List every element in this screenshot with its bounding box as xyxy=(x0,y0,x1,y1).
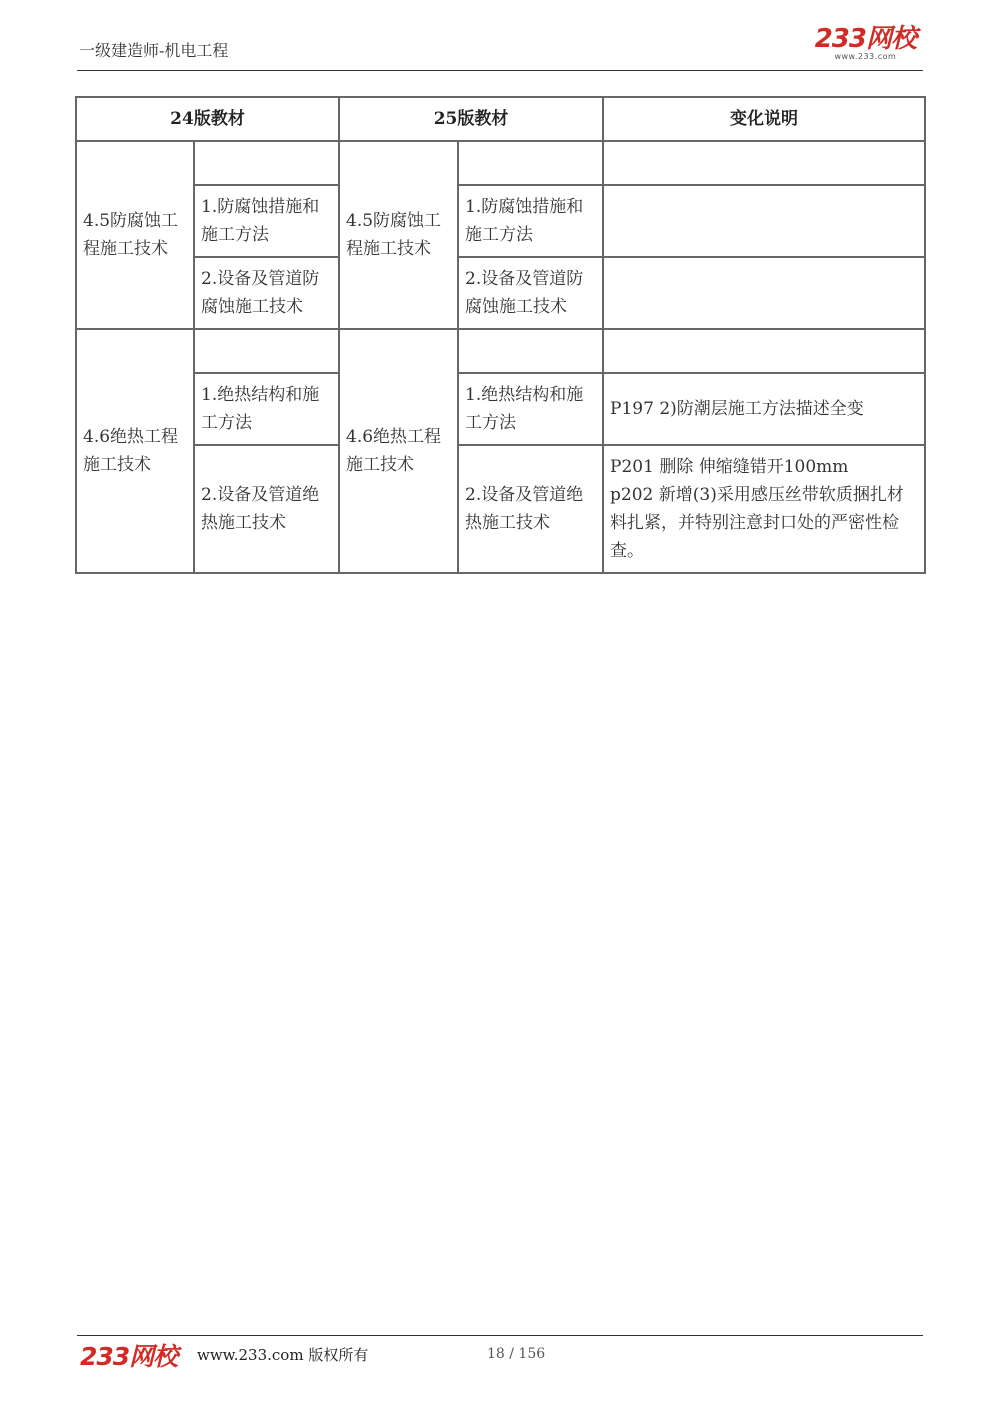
table-row xyxy=(76,185,925,257)
comparison-table xyxy=(75,96,926,574)
old-item-cell: 2.设备及管道防腐蚀施工技术 xyxy=(194,257,339,329)
empty-cell xyxy=(458,141,603,185)
old-item-cell: 2.设备及管道绝热施工技术 xyxy=(194,445,339,573)
empty-cell xyxy=(458,329,603,373)
table-row xyxy=(76,373,925,445)
logo-text: 233网校 xyxy=(814,24,916,54)
empty-cell xyxy=(194,329,339,373)
change-note-line: p202 新增(3)采用感压丝带软质捆扎材料扎紧，并特别注意封口处的严密性检查。 xyxy=(610,485,904,561)
header-24-edition: 24版教材 xyxy=(76,97,339,141)
change-note-cell: P197 2)防潮层施工方法描述全变 xyxy=(603,373,925,445)
header-25-edition: 25版教材 xyxy=(339,97,603,141)
empty-cell xyxy=(603,329,925,373)
table-header-row xyxy=(76,97,925,141)
footer-logo: 233网校 xyxy=(80,1342,178,1371)
header-divider xyxy=(77,70,923,71)
new-item-cell: 1.绝热结构和施工方法 xyxy=(458,373,603,445)
table-row xyxy=(76,445,925,573)
new-item-cell: 1.防腐蚀措施和施工方法 xyxy=(458,185,603,257)
new-section-cell: 4.6绝热工程施工技术 xyxy=(339,329,458,573)
new-item-cell: 2.设备及管道绝热施工技术 xyxy=(458,445,603,573)
change-note-cell xyxy=(603,185,925,257)
page-number: 18 / 156 xyxy=(487,1346,546,1362)
site-logo xyxy=(815,26,916,61)
document-header-title: 一级建造师-机电工程 xyxy=(79,41,229,60)
change-note-line: P201 删除 伸缩缝错开100mm xyxy=(610,457,849,477)
old-section-cell: 4.6绝热工程施工技术 xyxy=(76,329,194,573)
change-note-cell xyxy=(603,257,925,329)
old-item-cell: 1.绝热结构和施工方法 xyxy=(194,373,339,445)
old-section-cell: 4.5防腐蚀工程施工技术 xyxy=(76,141,194,329)
old-item-cell: 1.防腐蚀措施和施工方法 xyxy=(194,185,339,257)
footer-divider xyxy=(77,1335,923,1336)
logo-url: www.233.com xyxy=(834,52,897,61)
table-row xyxy=(76,329,925,373)
empty-cell xyxy=(603,141,925,185)
table-row xyxy=(76,141,925,185)
new-section-cell: 4.5防腐蚀工程施工技术 xyxy=(339,141,458,329)
table-row xyxy=(76,257,925,329)
header-change-notes: 变化说明 xyxy=(603,97,925,141)
footer-copyright: www.233.com 版权所有 xyxy=(197,1346,369,1364)
change-note-cell xyxy=(603,445,925,573)
empty-cell xyxy=(194,141,339,185)
new-item-cell: 2.设备及管道防腐蚀施工技术 xyxy=(458,257,603,329)
